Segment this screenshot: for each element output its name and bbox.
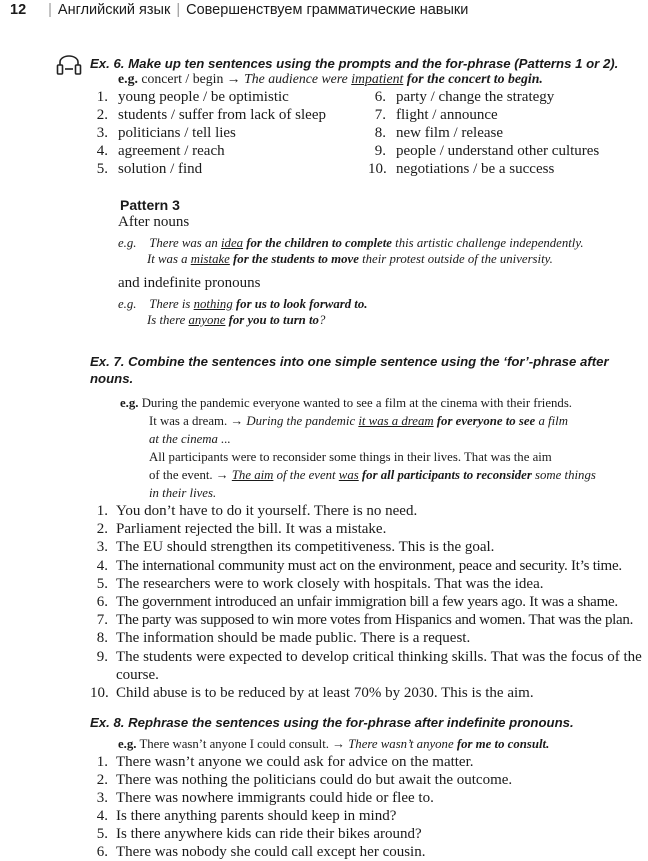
- list-item: 5. The researchers were to work closely with hospitals. That was the idea.: [96, 575, 544, 592]
- list-item: 3. There was nowhere immigrants could hide or flee to.: [96, 790, 434, 806]
- list-item: 6. party / change the strategy: [374, 89, 555, 105]
- list-item: 4. agreement / reach: [96, 143, 225, 159]
- eg-underlined: impatient: [351, 71, 404, 86]
- list-item: 4. The international community must act on the environment, peace and security. It’s time.: [96, 557, 622, 574]
- list-item: 2. Parliament rejected the bill. It was a mistake.: [96, 521, 387, 538]
- list-item: 9. The students were expected to develop critical thinking skills. That was the focus of the course.: [96, 648, 642, 683]
- list-item: 5. solution / find: [96, 161, 203, 177]
- page-header: [10, 2, 468, 18]
- headphones-audio-icon: [56, 55, 82, 75]
- pattern3-title: Pattern 3: [120, 197, 180, 213]
- pattern3-example-4: Is there anyone for you to turn to?: [147, 313, 326, 327]
- book-title: Английский язык: [57, 2, 171, 18]
- ex7-example-b2: of the event. → The aim of the event was for all participants to reconsider some things: [149, 468, 596, 482]
- eg-prompt: concert / begin →: [141, 71, 241, 86]
- header-divider: |: [176, 2, 181, 18]
- pattern3-example-2: It was a mistake for the students to move their protest outside of the university.: [147, 252, 553, 266]
- ex6-example: [118, 71, 543, 87]
- list-item: 8. The information should be made public. There is a request.: [96, 630, 471, 647]
- list-item: 2. students / suffer from lack of sleep: [96, 107, 327, 123]
- list-item: 7. flight / announce: [374, 107, 498, 123]
- pattern3-example-1: e.g. There was an idea for the children to complete this artistic challenge independently.: [118, 236, 584, 250]
- eg-label: e.g.: [118, 71, 138, 86]
- pattern3-example-3: e.g. There is nothing for us to look forward to.: [118, 297, 368, 311]
- list-item: 10. negotiations / be a success: [368, 161, 555, 177]
- eg-sentence: The audience were: [244, 71, 348, 86]
- book-subtitle: Совершенствуем грамматические навыки: [186, 2, 469, 18]
- eg-bold: for the concert to begin.: [406, 71, 543, 86]
- list-item: 5. Is there anywhere kids can ride their bikes around?: [96, 826, 422, 842]
- ex7-items: [90, 502, 646, 702]
- list-item: 8. new film / release: [374, 125, 504, 141]
- list-item: 1. There wasn’t anyone we could ask for advice on the matter.: [96, 754, 474, 770]
- header-divider: |: [48, 2, 52, 18]
- ex7-example-a1: e.g. During the pandemic everyone wanted to see a film at the cinema with their friends.: [120, 396, 573, 410]
- ex7-example-b1: All participants were to reconsider some things in their lives. That was the aim: [149, 450, 552, 464]
- page-number: 12: [10, 2, 27, 18]
- list-item: 7. The party was supposed to win more votes from Hispanics and women. That was the plan.: [96, 612, 634, 629]
- list-item: 9. people / understand other cultures: [374, 143, 600, 159]
- pronouns-heading: and indefinite pronouns: [118, 275, 261, 291]
- list-item: 2. There was nothing the politicians could do but await the outcome.: [96, 772, 513, 788]
- list-item: 1. young people / be optimistic: [96, 89, 289, 105]
- list-item: 6. There was nobody she could call except her cousin.: [96, 844, 426, 860]
- nouns-heading: After nouns: [118, 214, 190, 230]
- list-item: 10. Child abuse is to be reduced by at least 70% by 2030. This is the aim.: [90, 685, 534, 702]
- ex8-items: [90, 753, 646, 861]
- ex7-example-a2: It was a dream. → During the pandemic it was a dream for everyone to see a film: [149, 414, 568, 428]
- ex8-example: e.g. There wasn’t anyone I could consult. → There wasn’t anyone for me to consult.: [118, 737, 550, 751]
- ex7-title: Ex. 7. Combine the sentences into one simple sentence using the ‘for’-phrase after: [90, 354, 609, 369]
- ex6-prompts: [90, 88, 648, 178]
- list-item: 6. The government introduced an unfair immigration bill a few years ago. It was a shame.: [96, 594, 618, 611]
- ex8-title: Ex. 8. Rephrase the sentences using the for-phrase after indefinite pronouns.: [90, 715, 574, 730]
- list-item: 3. politicians / tell lies: [96, 125, 236, 141]
- list-item: 1. You don’t have to do it yourself. There is no need.: [96, 503, 418, 519]
- list-item: 4. Is there anything parents should keep in mind?: [96, 808, 397, 824]
- list-item: 3. The EU should strengthen its competitiveness. This is the goal.: [96, 539, 495, 556]
- ex6-title: Ex. 6. Make up ten sentences using the prompts and the for-phrase (Patterns 1 or 2).: [90, 56, 619, 71]
- ex7-title-cont: nouns.: [90, 371, 134, 386]
- ex7-example-b3: in their lives.: [149, 486, 217, 500]
- ex7-example-a3: at the cinema ...: [149, 432, 231, 446]
